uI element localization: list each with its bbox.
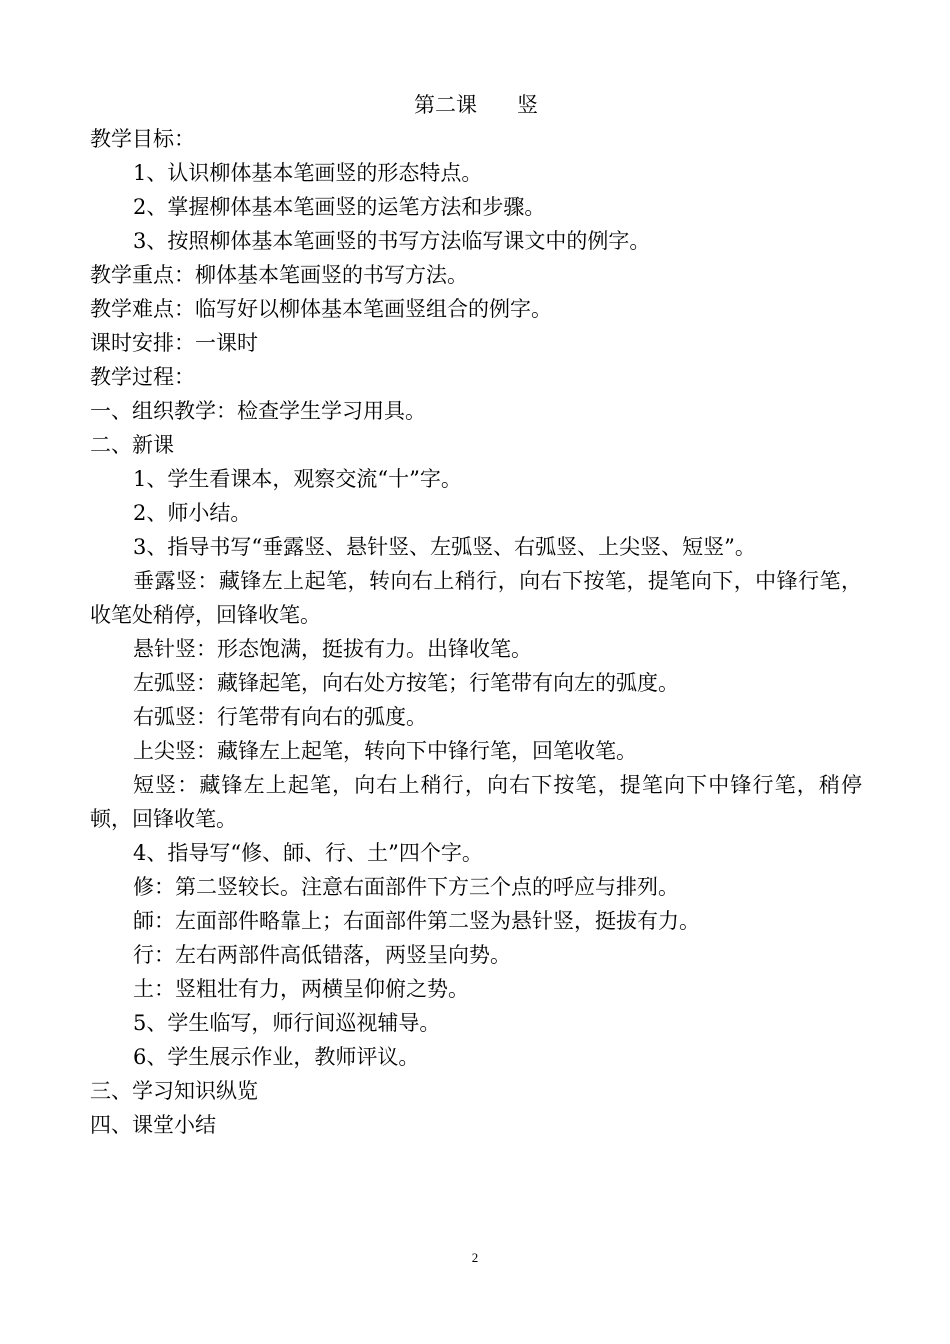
page-number: 2 xyxy=(471,1250,479,1265)
content-line: 二、新课 xyxy=(90,433,174,457)
document-body xyxy=(90,88,862,1142)
content-line: 教学目标： xyxy=(90,127,195,151)
content-line: 教学难点：临写好以柳体基本笔画竖组合的例字。 xyxy=(90,297,552,321)
content-line: 一、组织教学：检查学生学习用具。 xyxy=(90,399,426,423)
content-line: 悬针竖：形态饱满，挺拔有力。出锋收笔。 xyxy=(133,637,532,661)
content-line: 土：竖粗壮有力，两横呈仰俯之势。 xyxy=(133,977,469,1001)
content-line: 教学重点：柳体基本笔画竖的书写方法。 xyxy=(90,263,468,287)
content-line: 上尖竖：藏锋左上起笔，转向下中锋行笔，回笔收笔。 xyxy=(133,739,637,763)
lesson-title: 第二课 竖 xyxy=(413,93,539,117)
content-line: 垂露竖：藏锋左上起笔，转向右上稍行，向右下按笔，提笔向下，中锋行笔，收笔处稍停，回锋收笔。 xyxy=(90,569,862,627)
content-line: 師：左面部件略靠上；右面部件第二竖为悬针竖，挺拔有力。 xyxy=(133,909,700,933)
content-line: 4、指导写“修、師、行、土”四个字。 xyxy=(133,841,483,865)
content-line: 课时安排：一课时 xyxy=(90,331,258,355)
content-line: 左弧竖：藏锋起笔，向右处方按笔；行笔带有向左的弧度。 xyxy=(133,671,679,695)
content-line: 行：左右两部件高低错落，两竖呈向势。 xyxy=(133,943,511,967)
content-line: 3、指导书写“垂露竖、悬针竖、左弧竖、右弧竖、上尖竖、短竖”。 xyxy=(133,535,756,559)
lesson-content xyxy=(90,122,862,1142)
content-line: 教学过程： xyxy=(90,365,195,389)
content-line: 右弧竖：行笔带有向右的弧度。 xyxy=(133,705,427,729)
content-line: 3、按照柳体基本笔画竖的书写方法临写课文中的例字。 xyxy=(133,229,651,253)
content-line: 6、学生展示作业，教师评议。 xyxy=(133,1045,420,1069)
content-line: 2、掌握柳体基本笔画竖的运笔方法和步骤。 xyxy=(133,195,546,219)
content-line: 修：第二竖较长。注意右面部件下方三个点的呼应与排列。 xyxy=(133,875,679,899)
content-line: 四、课堂小结 xyxy=(90,1113,216,1137)
content-line: 1、学生看课本，观察交流“十”字。 xyxy=(133,467,462,491)
content-line: 短竖：藏锋左上起笔，向右上稍行，向右下按笔，提笔向下中锋行笔，稍停顿，回锋收笔。 xyxy=(90,773,862,831)
content-line: 2、师小结。 xyxy=(133,501,252,525)
content-line: 三、学习知识纵览 xyxy=(90,1079,258,1103)
content-line: 1、认识柳体基本笔画竖的形态特点。 xyxy=(133,161,483,185)
content-line: 5、学生临写，师行间巡视辅导。 xyxy=(133,1011,441,1035)
